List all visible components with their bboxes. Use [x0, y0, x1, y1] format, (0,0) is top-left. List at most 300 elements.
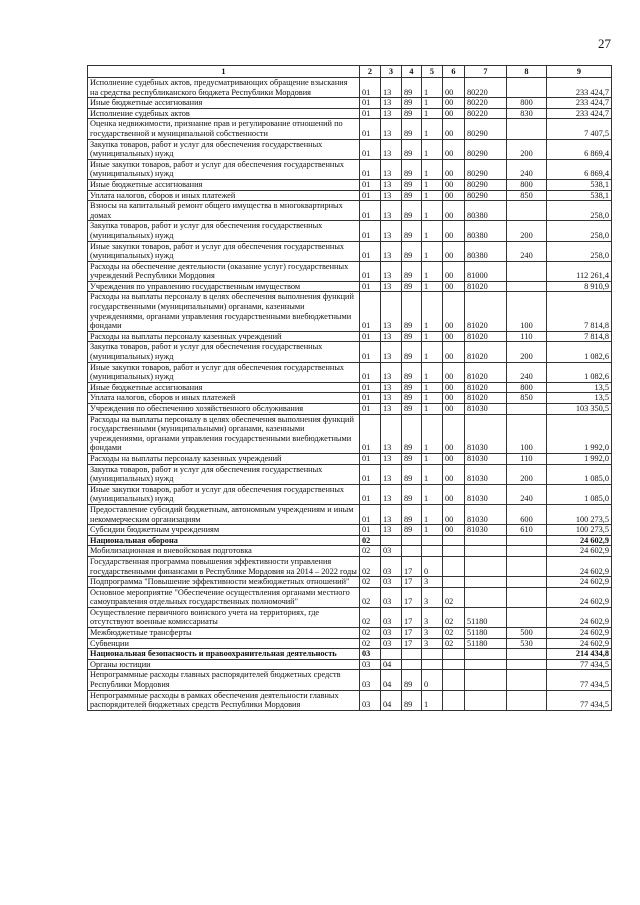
subprogram-code-cell: 3 — [422, 587, 443, 607]
section-code-cell: 01 — [360, 241, 381, 261]
table-row — [88, 607, 612, 627]
amount-cell: 258,0 — [547, 241, 612, 261]
amount-cell: 7 814,8 — [547, 292, 612, 331]
subprogram-code-cell — [422, 535, 443, 546]
direction-code-cell: 81020 — [465, 342, 507, 362]
subprogram-code-cell: 0 — [422, 556, 443, 576]
direction-code-cell — [465, 546, 507, 557]
direction-code-cell: 81020 — [465, 382, 507, 393]
amount-cell: 1 082,6 — [547, 362, 612, 382]
row-name-cell: Иные бюджетные ассигнования — [88, 179, 360, 190]
program-code-cell: 89 — [402, 464, 422, 484]
event-code-cell: 00 — [443, 484, 465, 504]
direction-code-cell — [465, 577, 507, 588]
program-code-cell: 89 — [402, 382, 422, 393]
expense-type-cell — [507, 670, 547, 690]
event-code-cell — [443, 556, 465, 576]
expense-type-cell: 110 — [507, 453, 547, 464]
amount-cell: 24 602,9 — [547, 535, 612, 546]
section-code-cell: 01 — [360, 342, 381, 362]
program-code-cell — [402, 546, 422, 557]
program-code-cell: 17 — [402, 638, 422, 649]
direction-code-cell — [465, 556, 507, 576]
subsection-code-cell: 13 — [381, 404, 402, 415]
direction-code-cell: 80290 — [465, 190, 507, 201]
subprogram-code-cell: 1 — [422, 119, 443, 139]
direction-code-cell: 81020 — [465, 281, 507, 292]
expense-type-cell: 610 — [507, 525, 547, 536]
table-row — [88, 241, 612, 261]
subprogram-code-cell: 1 — [422, 484, 443, 504]
row-name-cell: Закупка товаров, работ и услуг для обеспечения государственных (муниципальных) нужд — [88, 221, 360, 241]
header-cell: 7 — [465, 66, 507, 78]
program-code-cell: 89 — [402, 159, 422, 179]
subsection-code-cell: 13 — [381, 98, 402, 109]
table-row — [88, 453, 612, 464]
amount-cell: 538,1 — [547, 190, 612, 201]
subprogram-code-cell: 1 — [422, 690, 443, 710]
event-code-cell: 00 — [443, 504, 465, 524]
subsection-code-cell: 13 — [381, 159, 402, 179]
expense-type-cell — [507, 535, 547, 546]
section-code-cell: 01 — [360, 464, 381, 484]
expense-type-cell — [507, 587, 547, 607]
amount-cell: 1 992,0 — [547, 453, 612, 464]
subsection-code-cell: 04 — [381, 670, 402, 690]
section-code-cell: 01 — [360, 119, 381, 139]
event-code-cell: 00 — [443, 342, 465, 362]
subprogram-code-cell: 1 — [422, 362, 443, 382]
subsection-code-cell: 13 — [381, 504, 402, 524]
amount-cell: 233 424,7 — [547, 98, 612, 109]
subprogram-code-cell: 1 — [422, 108, 443, 119]
expense-type-cell: 240 — [507, 159, 547, 179]
section-code-cell: 02 — [360, 556, 381, 576]
table-row — [88, 659, 612, 670]
event-code-cell: 00 — [443, 404, 465, 415]
row-name-cell: Иные закупки товаров, работ и услуг для обеспечения государственных (муниципальных) нужд — [88, 159, 360, 179]
direction-code-cell: 51180 — [465, 607, 507, 627]
section-code-cell: 01 — [360, 221, 381, 241]
section-code-cell: 02 — [360, 546, 381, 557]
section-code-cell: 01 — [360, 201, 381, 221]
direction-code-cell: 81020 — [465, 292, 507, 331]
subsection-code-cell: 13 — [381, 78, 402, 98]
program-code-cell: 89 — [402, 98, 422, 109]
table-row — [88, 690, 612, 710]
header-cell: 5 — [422, 66, 443, 78]
expense-type-cell: 200 — [507, 342, 547, 362]
table-row — [88, 292, 612, 331]
subsection-code-cell: 13 — [381, 453, 402, 464]
event-code-cell: 02 — [443, 587, 465, 607]
row-name-cell: Иные бюджетные ассигнования — [88, 98, 360, 109]
event-code-cell: 00 — [443, 179, 465, 190]
section-code-cell: 01 — [360, 261, 381, 281]
direction-code-cell: 81020 — [465, 393, 507, 404]
section-code-cell: 03 — [360, 690, 381, 710]
direction-code-cell: 80380 — [465, 241, 507, 261]
expense-type-cell: 200 — [507, 139, 547, 159]
program-code-cell: 89 — [402, 331, 422, 342]
header-cell: 1 — [88, 66, 360, 78]
program-code-cell: 17 — [402, 587, 422, 607]
amount-cell: 258,0 — [547, 221, 612, 241]
event-code-cell: 02 — [443, 628, 465, 639]
subprogram-code-cell: 1 — [422, 241, 443, 261]
subprogram-code-cell: 1 — [422, 292, 443, 331]
direction-code-cell: 80290 — [465, 119, 507, 139]
subsection-code-cell: 13 — [381, 525, 402, 536]
direction-code-cell — [465, 690, 507, 710]
expense-type-cell: 600 — [507, 504, 547, 524]
amount-cell: 24 602,9 — [547, 607, 612, 627]
section-code-cell: 01 — [360, 281, 381, 292]
row-name-cell: Учреждения по управлению государственным имуществом — [88, 281, 360, 292]
subprogram-code-cell: 1 — [422, 98, 443, 109]
section-code-cell: 01 — [360, 190, 381, 201]
expense-type-cell: 850 — [507, 190, 547, 201]
row-name-cell: Исполнение судебных актов, предусматривающих обращение взыскания на средства республиканского бюджета Республики Мордовия — [88, 78, 360, 98]
subsection-code-cell: 03 — [381, 628, 402, 639]
row-name-cell: Уплата налогов, сборов и иных платежей — [88, 393, 360, 404]
section-code-cell: 02 — [360, 535, 381, 546]
table-row — [88, 577, 612, 588]
header-cell: 3 — [381, 66, 402, 78]
program-code-cell: 89 — [402, 281, 422, 292]
expense-type-cell — [507, 649, 547, 660]
section-code-cell: 02 — [360, 607, 381, 627]
program-code-cell — [402, 659, 422, 670]
program-code-cell: 17 — [402, 577, 422, 588]
amount-cell: 77 434,5 — [547, 659, 612, 670]
table-row — [88, 404, 612, 415]
section-code-cell: 01 — [360, 393, 381, 404]
amount-cell: 233 424,7 — [547, 78, 612, 98]
expense-type-cell: 800 — [507, 179, 547, 190]
program-code-cell: 89 — [402, 504, 422, 524]
table-row — [88, 78, 612, 98]
subprogram-code-cell: 1 — [422, 414, 443, 453]
subsection-code-cell: 13 — [381, 201, 402, 221]
subsection-code-cell: 13 — [381, 261, 402, 281]
row-name-cell: Оценка недвижимости, признание прав и регулирование отношений по государственной и муниципальной собственности — [88, 119, 360, 139]
subprogram-code-cell — [422, 546, 443, 557]
expense-type-cell — [507, 607, 547, 627]
amount-cell: 100 273,5 — [547, 525, 612, 536]
row-name-cell: Мобилизационная и вневойсковая подготовка — [88, 546, 360, 557]
event-code-cell: 00 — [443, 201, 465, 221]
row-name-cell: Закупка товаров, работ и услуг для обеспечения государственных (муниципальных) нужд — [88, 342, 360, 362]
amount-cell: 6 869,4 — [547, 139, 612, 159]
table-row — [88, 535, 612, 546]
subsection-code-cell: 13 — [381, 393, 402, 404]
program-code-cell: 89 — [402, 78, 422, 98]
table-row — [88, 556, 612, 576]
subsection-code-cell: 13 — [381, 331, 402, 342]
amount-cell: 258,0 — [547, 201, 612, 221]
expense-type-cell — [507, 556, 547, 576]
row-name-cell: Иные закупки товаров, работ и услуг для обеспечения государственных (муниципальных) нужд — [88, 484, 360, 504]
table-row — [88, 221, 612, 241]
table-row — [88, 119, 612, 139]
direction-code-cell: 80220 — [465, 98, 507, 109]
expense-type-cell: 830 — [507, 108, 547, 119]
program-code-cell: 89 — [402, 292, 422, 331]
row-name-cell: Государственная программа повышения эффективности управления государственными финансами в Республике Мордовия на 2014 – 2022 годы — [88, 556, 360, 576]
section-code-cell: 02 — [360, 587, 381, 607]
expense-type-cell: 240 — [507, 484, 547, 504]
expense-type-cell — [507, 404, 547, 415]
subprogram-code-cell: 1 — [422, 221, 443, 241]
amount-cell: 538,1 — [547, 179, 612, 190]
table-body — [88, 66, 612, 711]
event-code-cell: 00 — [443, 241, 465, 261]
amount-cell: 6 869,4 — [547, 159, 612, 179]
subsection-code-cell: 03 — [381, 546, 402, 557]
subprogram-code-cell: 3 — [422, 607, 443, 627]
row-name-cell: Иные бюджетные ассигнования — [88, 382, 360, 393]
program-code-cell: 89 — [402, 119, 422, 139]
direction-code-cell — [465, 587, 507, 607]
table-row — [88, 98, 612, 109]
event-code-cell: 00 — [443, 393, 465, 404]
expense-type-cell: 240 — [507, 241, 547, 261]
subsection-code-cell: 03 — [381, 577, 402, 588]
expense-type-cell — [507, 577, 547, 588]
section-code-cell: 01 — [360, 414, 381, 453]
table-row — [88, 179, 612, 190]
direction-code-cell: 81030 — [465, 404, 507, 415]
section-code-cell: 03 — [360, 670, 381, 690]
event-code-cell: 00 — [443, 119, 465, 139]
subsection-code-cell: 13 — [381, 241, 402, 261]
event-code-cell: 00 — [443, 190, 465, 201]
subprogram-code-cell: 1 — [422, 139, 443, 159]
expense-type-cell: 500 — [507, 628, 547, 639]
table-row — [88, 393, 612, 404]
direction-code-cell: 81020 — [465, 331, 507, 342]
row-name-cell: Расходы на выплаты персоналу казенных учреждений — [88, 331, 360, 342]
subsection-code-cell — [381, 535, 402, 546]
subsection-code-cell: 13 — [381, 342, 402, 362]
event-code-cell: 00 — [443, 362, 465, 382]
table-row — [88, 638, 612, 649]
subprogram-code-cell: 1 — [422, 78, 443, 98]
subprogram-code-cell: 1 — [422, 525, 443, 536]
event-code-cell: 00 — [443, 525, 465, 536]
subprogram-code-cell: 1 — [422, 382, 443, 393]
section-code-cell: 01 — [360, 98, 381, 109]
subprogram-code-cell: 1 — [422, 281, 443, 292]
program-code-cell: 89 — [402, 453, 422, 464]
subsection-code-cell: 13 — [381, 221, 402, 241]
row-name-cell: Основное мероприятие "Обеспечение осуществления органами местного самоуправления отдельных государственных полномочий" — [88, 587, 360, 607]
section-code-cell: 01 — [360, 504, 381, 524]
direction-code-cell — [465, 659, 507, 670]
direction-code-cell: 80380 — [465, 201, 507, 221]
subsection-code-cell: 13 — [381, 281, 402, 292]
expense-type-cell — [507, 201, 547, 221]
program-code-cell: 89 — [402, 190, 422, 201]
row-name-cell: Уплата налогов, сборов и иных платежей — [88, 190, 360, 201]
program-code-cell: 89 — [402, 393, 422, 404]
table-row — [88, 139, 612, 159]
row-name-cell: Расходы на выплаты персоналу казенных учреждений — [88, 453, 360, 464]
table-row — [88, 464, 612, 484]
table-row — [88, 331, 612, 342]
expense-type-cell: 100 — [507, 414, 547, 453]
expense-type-cell: 850 — [507, 393, 547, 404]
program-code-cell: 89 — [402, 179, 422, 190]
table-row — [88, 546, 612, 557]
direction-code-cell: 80290 — [465, 179, 507, 190]
event-code-cell: 00 — [443, 98, 465, 109]
event-code-cell: 00 — [443, 159, 465, 179]
section-code-cell: 01 — [360, 453, 381, 464]
expense-type-cell: 800 — [507, 382, 547, 393]
subprogram-code-cell: 0 — [422, 670, 443, 690]
table-row — [88, 525, 612, 536]
expense-type-cell — [507, 119, 547, 139]
subprogram-code-cell: 1 — [422, 504, 443, 524]
row-name-cell: Субвенции — [88, 638, 360, 649]
subsection-code-cell: 13 — [381, 292, 402, 331]
subsection-code-cell — [381, 649, 402, 660]
section-code-cell: 03 — [360, 659, 381, 670]
amount-cell: 214 434,8 — [547, 649, 612, 660]
row-name-cell: Осуществление первичного воинского учета на территориях, где отсутствуют военные комиссариаты — [88, 607, 360, 627]
table-row — [88, 108, 612, 119]
subsection-code-cell: 13 — [381, 119, 402, 139]
direction-code-cell — [465, 649, 507, 660]
program-code-cell: 17 — [402, 607, 422, 627]
program-code-cell: 89 — [402, 404, 422, 415]
subprogram-code-cell: 1 — [422, 261, 443, 281]
amount-cell: 24 602,9 — [547, 577, 612, 588]
section-code-cell: 02 — [360, 577, 381, 588]
table-row — [88, 504, 612, 524]
subprogram-code-cell: 1 — [422, 342, 443, 362]
row-name-cell: Исполнение судебных актов — [88, 108, 360, 119]
program-code-cell: 89 — [402, 362, 422, 382]
program-code-cell: 89 — [402, 414, 422, 453]
amount-cell: 103 350,5 — [547, 404, 612, 415]
section-code-cell: 01 — [360, 484, 381, 504]
row-name-cell: Расходы на выплаты персоналу в целях обеспечения выполнения функций государственными (муниципальными) органами, казенными учреждениями, органами управления государственными внебюджетными фондами — [88, 292, 360, 331]
direction-code-cell: 81030 — [465, 484, 507, 504]
header-cell: 4 — [402, 66, 422, 78]
program-code-cell — [402, 649, 422, 660]
section-code-cell: 02 — [360, 638, 381, 649]
amount-cell: 13,5 — [547, 393, 612, 404]
expense-type-cell: 800 — [507, 98, 547, 109]
expense-type-cell — [507, 261, 547, 281]
expense-type-cell — [507, 78, 547, 98]
direction-code-cell: 81030 — [465, 453, 507, 464]
subsection-code-cell: 13 — [381, 382, 402, 393]
table-row — [88, 201, 612, 221]
subprogram-code-cell: 3 — [422, 638, 443, 649]
direction-code-cell: 80290 — [465, 139, 507, 159]
event-code-cell — [443, 659, 465, 670]
row-name-cell: Закупка товаров, работ и услуг для обеспечения государственных (муниципальных) нужд — [88, 139, 360, 159]
event-code-cell: 00 — [443, 108, 465, 119]
expense-type-cell — [507, 546, 547, 557]
direction-code-cell: 81030 — [465, 464, 507, 484]
expense-type-cell: 200 — [507, 464, 547, 484]
program-code-cell: 89 — [402, 670, 422, 690]
expense-type-cell — [507, 659, 547, 670]
subprogram-code-cell: 1 — [422, 201, 443, 221]
subprogram-code-cell — [422, 659, 443, 670]
subprogram-code-cell — [422, 649, 443, 660]
amount-cell: 77 434,5 — [547, 670, 612, 690]
section-code-cell: 01 — [360, 331, 381, 342]
subprogram-code-cell: 1 — [422, 393, 443, 404]
event-code-cell: 00 — [443, 453, 465, 464]
row-name-cell: Межбюджетные трансферты — [88, 628, 360, 639]
subsection-code-cell: 13 — [381, 108, 402, 119]
subsection-code-cell: 04 — [381, 690, 402, 710]
event-code-cell — [443, 690, 465, 710]
section-code-cell: 01 — [360, 179, 381, 190]
amount-cell: 1 085,0 — [547, 484, 612, 504]
section-code-cell: 01 — [360, 404, 381, 415]
event-code-cell: 00 — [443, 331, 465, 342]
table-row — [88, 190, 612, 201]
section-code-cell: 01 — [360, 525, 381, 536]
program-code-cell: 89 — [402, 525, 422, 536]
row-name-cell: Непрограммные расходы в рамках обеспечения деятельности главных распорядителей бюджетных средств Республики Мордовия — [88, 690, 360, 710]
section-code-cell: 01 — [360, 159, 381, 179]
table-row — [88, 587, 612, 607]
subsection-code-cell: 03 — [381, 587, 402, 607]
budget-table — [87, 65, 612, 711]
table-row — [88, 159, 612, 179]
event-code-cell — [443, 546, 465, 557]
program-code-cell: 17 — [402, 628, 422, 639]
program-code-cell: 89 — [402, 484, 422, 504]
row-name-cell: Учреждения по обеспечению хозяйственного обслуживания — [88, 404, 360, 415]
subprogram-code-cell: 1 — [422, 404, 443, 415]
row-name-cell: Национальная безопасность и правоохранительная деятельность — [88, 649, 360, 660]
direction-code-cell: 81000 — [465, 261, 507, 281]
program-code-cell: 89 — [402, 241, 422, 261]
table-row — [88, 628, 612, 639]
table-row — [88, 362, 612, 382]
subprogram-code-cell: 3 — [422, 628, 443, 639]
row-name-cell: Иные закупки товаров, работ и услуг для обеспечения государственных (муниципальных) нужд — [88, 362, 360, 382]
subsection-code-cell: 13 — [381, 484, 402, 504]
amount-cell: 24 602,9 — [547, 628, 612, 639]
program-code-cell: 89 — [402, 201, 422, 221]
row-name-cell: Взносы на капитальный ремонт общего имущества в многоквартирных домах — [88, 201, 360, 221]
subprogram-code-cell: 1 — [422, 453, 443, 464]
section-code-cell: 02 — [360, 628, 381, 639]
program-code-cell: 89 — [402, 221, 422, 241]
event-code-cell: 00 — [443, 221, 465, 241]
row-name-cell: Непрограммные расходы главных распорядителей бюджетных средств Республики Мордовия — [88, 670, 360, 690]
amount-cell: 7 407,5 — [547, 119, 612, 139]
table-row — [88, 414, 612, 453]
table-row — [88, 484, 612, 504]
subsection-code-cell: 03 — [381, 556, 402, 576]
subsection-code-cell: 03 — [381, 638, 402, 649]
amount-cell: 1 992,0 — [547, 414, 612, 453]
amount-cell: 24 602,9 — [547, 546, 612, 557]
row-name-cell: Национальная оборона — [88, 535, 360, 546]
